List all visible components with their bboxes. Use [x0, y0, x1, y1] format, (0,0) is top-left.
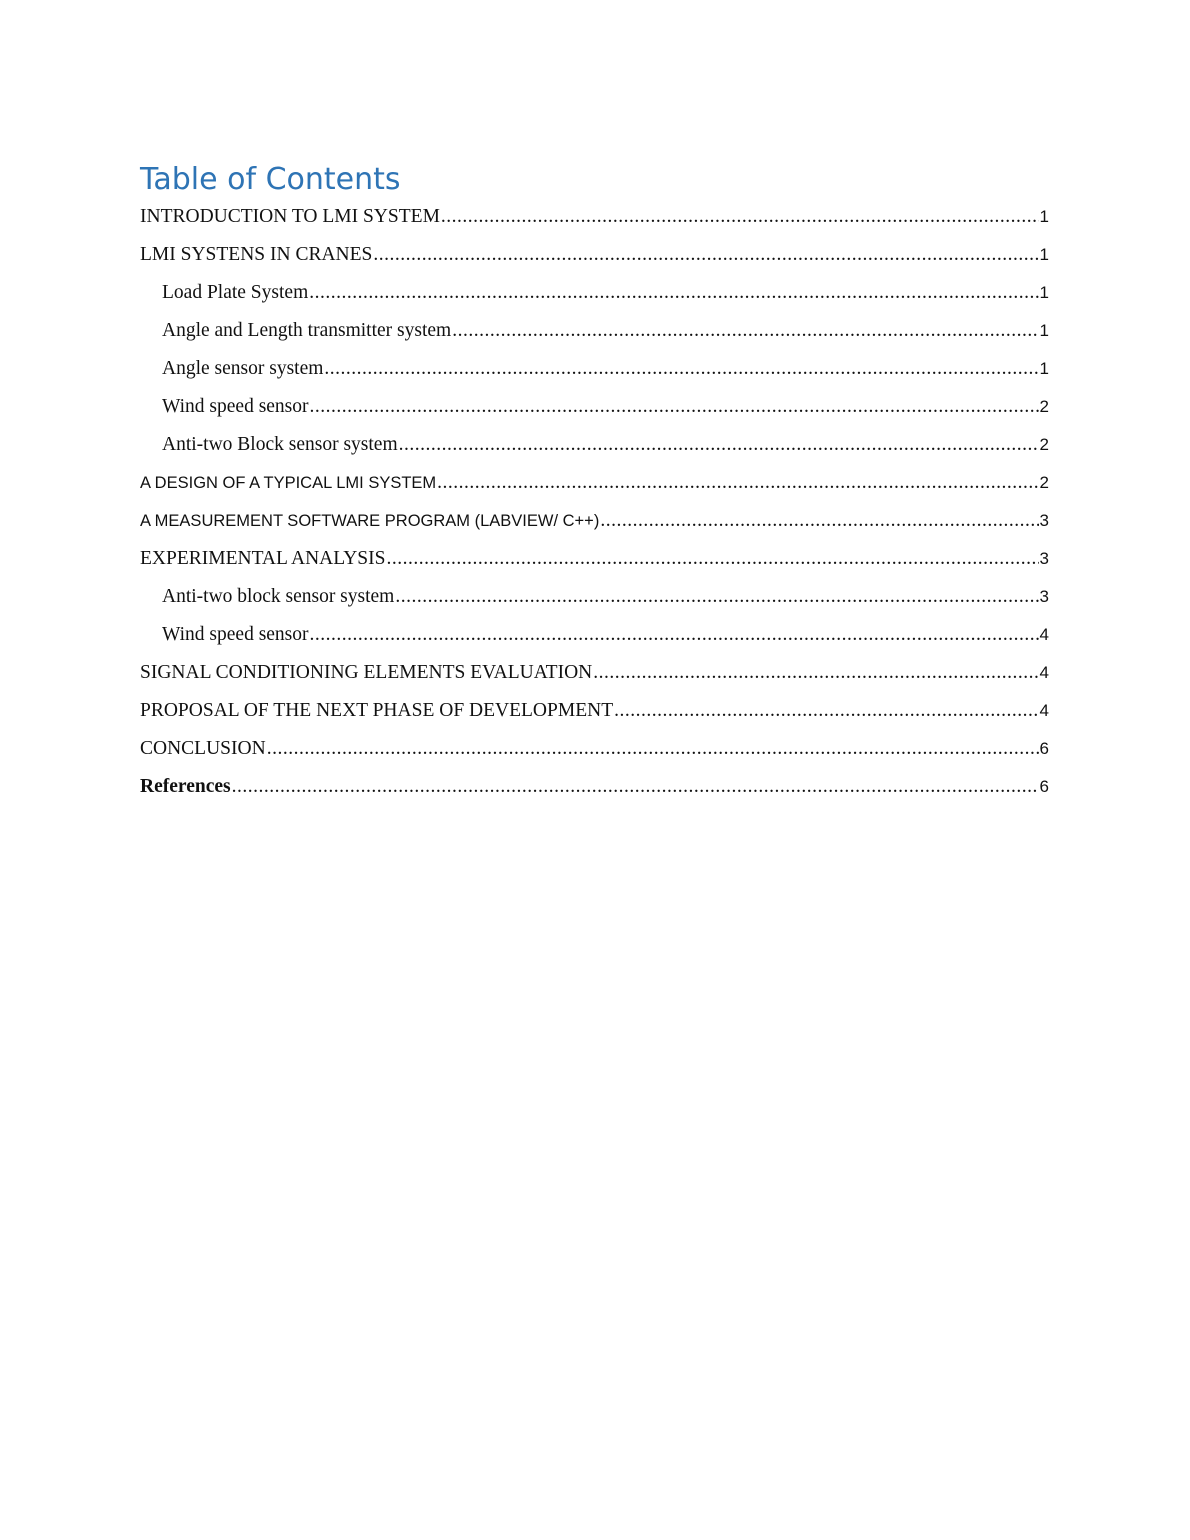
dot-leader	[232, 775, 1039, 799]
toc-entry-label: A DESIGN OF A TYPICAL LMI SYSTEM	[140, 473, 437, 492]
toc-entry-design-typical-lmi[interactable]	[140, 464, 1049, 502]
toc-page-number: 2	[1039, 397, 1049, 416]
dot-leader	[452, 319, 1038, 343]
toc-entry-wind-speed-sensor[interactable]	[140, 388, 1049, 426]
toc-entry-label: References	[140, 776, 231, 797]
toc-page-number: 1	[1039, 359, 1049, 378]
dot-leader	[593, 661, 1038, 685]
dot-leader	[310, 623, 1039, 647]
toc-entry-label: Load Plate System	[162, 282, 309, 303]
toc-page-number: 1	[1039, 283, 1049, 302]
toc-entry-label: Angle and Length transmitter system	[162, 320, 452, 341]
toc-entry-label: CONCLUSION	[140, 738, 266, 759]
dot-leader	[386, 547, 1038, 571]
dot-leader	[309, 281, 1038, 305]
dot-leader	[600, 509, 1038, 533]
dot-leader	[399, 433, 1039, 457]
toc-entry-angle-length-transmitter[interactable]	[140, 312, 1049, 350]
toc-page-number: 3	[1039, 511, 1049, 530]
toc-page-number: 4	[1039, 701, 1049, 720]
dot-leader	[441, 205, 1039, 229]
toc-entry-label: SIGNAL CONDITIONING ELEMENTS EVALUATION	[140, 662, 593, 683]
toc-entry-anti-two-block-sensor-2[interactable]	[140, 578, 1049, 616]
dot-leader	[395, 585, 1038, 609]
table-of-contents	[140, 198, 1049, 806]
toc-page-number: 1	[1039, 207, 1049, 226]
toc-entry-label: PROPOSAL OF THE NEXT PHASE OF DEVELOPMENT	[140, 700, 614, 721]
toc-entry-anti-two-block-sensor[interactable]	[140, 426, 1049, 464]
toc-entry-references[interactable]	[140, 768, 1049, 806]
toc-entry-label: LMI SYSTENS IN CRANES	[140, 244, 373, 265]
toc-page-number: 3	[1039, 549, 1049, 568]
toc-entry-label: INTRODUCTION TO LMI SYSTEM	[140, 206, 440, 227]
toc-entry-measurement-software[interactable]	[140, 502, 1049, 540]
toc-page-number: 1	[1039, 321, 1049, 340]
toc-page-number: 3	[1039, 587, 1049, 606]
toc-entry-proposal-next-phase[interactable]	[140, 692, 1049, 730]
toc-entry-introduction[interactable]	[140, 198, 1049, 236]
toc-page-number: 2	[1039, 435, 1049, 454]
toc-entry-load-plate-system[interactable]	[140, 274, 1049, 312]
dot-leader	[373, 243, 1038, 267]
toc-entry-lmi-systems-in-cranes[interactable]	[140, 236, 1049, 274]
toc-entry-label: Wind speed sensor	[162, 396, 309, 417]
toc-entry-label: A MEASUREMENT SOFTWARE PROGRAM (LABVIEW/ C++)	[140, 511, 600, 530]
dot-leader	[267, 737, 1039, 761]
toc-entry-experimental-analysis[interactable]	[140, 540, 1049, 578]
toc-heading: Table of Contents	[140, 162, 401, 197]
toc-entry-label: Anti-two Block sensor system	[162, 434, 398, 455]
toc-entry-label: Wind speed sensor	[162, 624, 309, 645]
toc-page-number: 6	[1039, 739, 1049, 758]
toc-page-number: 2	[1039, 473, 1049, 492]
dot-leader	[310, 395, 1039, 419]
toc-page-number: 1	[1039, 245, 1049, 264]
dot-leader	[614, 699, 1038, 723]
toc-entry-label: Angle sensor system	[162, 358, 324, 379]
dot-leader	[324, 357, 1038, 381]
toc-entry-wind-speed-sensor-2[interactable]	[140, 616, 1049, 654]
toc-page-number: 4	[1039, 663, 1049, 682]
toc-page-number: 6	[1039, 777, 1049, 796]
toc-page-number: 4	[1039, 625, 1049, 644]
toc-entry-signal-conditioning[interactable]	[140, 654, 1049, 692]
toc-entry-angle-sensor-system[interactable]	[140, 350, 1049, 388]
dot-leader	[437, 471, 1038, 495]
toc-entry-label: EXPERIMENTAL ANALYSIS	[140, 548, 386, 569]
toc-entry-label: Anti-two block sensor system	[162, 586, 395, 607]
toc-entry-conclusion[interactable]	[140, 730, 1049, 768]
